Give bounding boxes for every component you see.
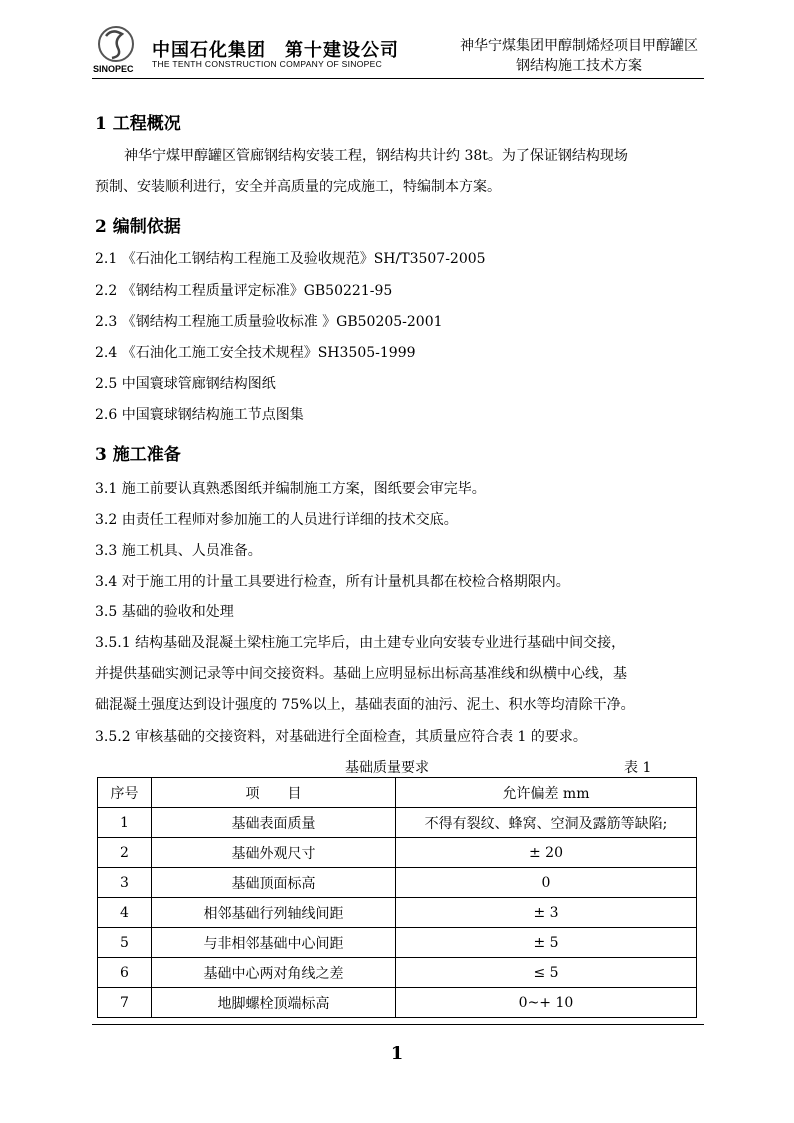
reference-item: 2.6 中国寰球钢结构施工节点图集 <box>95 407 304 423</box>
section-3-heading: 3 施工准备 <box>95 445 181 465</box>
section-1-paragraph: 神华宁煤甲醇罐区管廊钢结构安装工程，钢结构共计约 38t。为了保证钢结构现场 <box>124 148 628 164</box>
company-name-cn: 中国石化集团 第十建设公司 <box>152 40 399 61</box>
project-title <box>454 36 704 76</box>
table-cell: ± 20 <box>396 838 697 868</box>
table-cell: 基础顶面标高 <box>152 868 396 898</box>
table-row <box>98 988 697 1018</box>
table-cell: 0~+ 10 <box>396 988 697 1018</box>
table-cell: 0 <box>396 868 697 898</box>
reference-item: 2.2 《钢结构工程质量评定标准》GB50221-95 <box>95 283 393 299</box>
table-row <box>98 958 697 988</box>
company-name-en: THE TENTH CONSTRUCTION COMPANY OF SINOPEC <box>152 59 383 69</box>
page-header <box>92 18 704 79</box>
table-caption: 基础质量要求 <box>345 760 429 776</box>
table-cell: 6 <box>98 958 152 988</box>
table-cell: 7 <box>98 988 152 1018</box>
reference-item: 2.3 《钢结构工程施工质量验收标准 》GB50205-2001 <box>95 314 443 330</box>
table-label: 表 1 <box>624 760 652 776</box>
table-row <box>98 928 697 958</box>
table-row <box>98 868 697 898</box>
table-header-cell: 项 目 <box>152 778 396 808</box>
prep-item: 3.4 对于施工用的计量工具要进行检查，所有计量机具都在校检合格期限内。 <box>95 574 570 590</box>
foundation-quality-table <box>97 777 697 1018</box>
prep-item: 3.2 由责任工程师对参加施工的人员进行详细的技术交底。 <box>95 512 458 528</box>
table-cell: ± 5 <box>396 928 697 958</box>
project-title-line: 钢结构施工技术方案 <box>516 58 642 74</box>
table-row <box>98 808 697 838</box>
section-2-heading: 2 编制依据 <box>95 217 181 237</box>
prep-item: 3.3 施工机具、人员准备。 <box>95 543 262 559</box>
table-cell: ≤ 5 <box>396 958 697 988</box>
footer-rule <box>92 1024 704 1025</box>
table-cell: 不得有裂纹、蜂窝、空洞及露筋等缺陷; <box>396 808 697 838</box>
table-cell: 1 <box>98 808 152 838</box>
table-cell: 2 <box>98 838 152 868</box>
table-cell: ± 3 <box>396 898 697 928</box>
table-header-cell: 序号 <box>98 778 152 808</box>
section-1-heading: 1 工程概况 <box>95 114 181 134</box>
paragraph-3-5-2: 3.5.2 审核基础的交接资料，对基础进行全面检查，其质量应符合表 1 的要求。 <box>95 729 587 745</box>
table-cell: 基础外观尺寸 <box>152 838 396 868</box>
table-header-cell: 允许偏差 mm <box>396 778 697 808</box>
table-cell: 基础表面质量 <box>152 808 396 838</box>
table-cell: 基础中心两对角线之差 <box>152 958 396 988</box>
prep-item: 3.1 施工前要认真熟悉图纸并编制施工方案，图纸要会审完毕。 <box>95 481 486 497</box>
paragraph-3-5-1: 3.5.1 结构基础及混凝土梁柱施工完毕后，由土建专业向安装专业进行基础中间交接， <box>95 635 626 651</box>
table-row <box>98 898 697 928</box>
table-cell: 3 <box>98 868 152 898</box>
reference-item: 2.5 中国寰球管廊钢结构图纸 <box>95 376 276 392</box>
section-1-paragraph: 预制、安装顺利进行，安全并高质量的完成施工，特编制本方案。 <box>95 179 501 195</box>
reference-item: 2.4 《石油化工施工安全技术规程》SH3505-1999 <box>95 345 416 361</box>
reference-item: 2.1 《石油化工钢结构工程施工及验收规范》SH/T3507-2005 <box>95 251 486 267</box>
logo-text: SINOPEC <box>93 64 134 74</box>
table-cell: 4 <box>98 898 152 928</box>
sinopec-logo <box>92 22 142 74</box>
table-header-row <box>98 778 697 808</box>
prep-item: 3.5 基础的验收和处理 <box>95 604 234 620</box>
table-cell: 地脚螺栓顶端标高 <box>152 988 396 1018</box>
project-title-line: 神华宁煤集团甲醇制烯烃项目甲醇罐区 <box>460 38 698 54</box>
page-number: 1 <box>390 1043 404 1064</box>
table-row <box>98 838 697 868</box>
paragraph-3-5-1: 础混凝土强度达到设计强度的 75%以上，基础表面的油污、泥土、积水等均清除干净。 <box>95 697 635 713</box>
table-cell: 相邻基础行列轴线间距 <box>152 898 396 928</box>
table-cell: 与非相邻基础中心间距 <box>152 928 396 958</box>
paragraph-3-5-1: 并提供基础实测记录等中间交接资料。基础上应明显标出标高基准线和纵横中心线，基 <box>95 666 627 682</box>
table-cell: 5 <box>98 928 152 958</box>
